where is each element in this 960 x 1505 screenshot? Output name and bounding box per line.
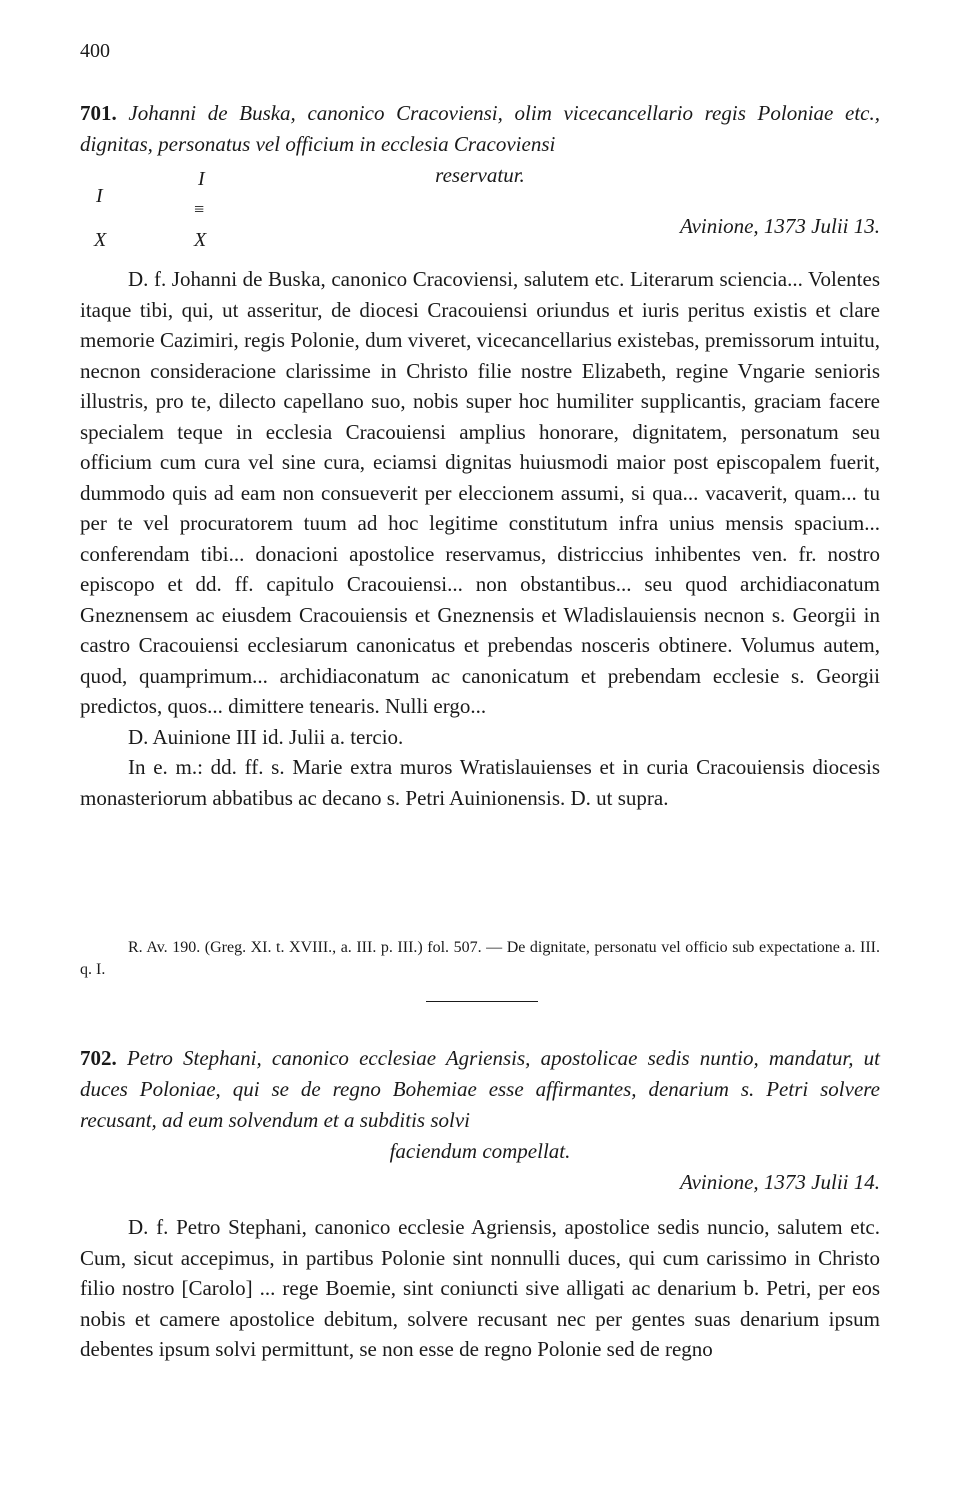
entry-702-body (80, 1212, 880, 1365)
entry-701-dateline: Avinione, 1373 Julii 13. (679, 214, 880, 238)
sigla-right-bottom: X (194, 229, 207, 251)
entry-separator (426, 1001, 538, 1002)
entry-701-heading-last-line: reservatur. (435, 163, 525, 187)
entry-702-heading (80, 1043, 880, 1167)
sigla-right-top: I (198, 168, 205, 190)
page-number: 400 (80, 40, 110, 62)
entry-701-body (80, 264, 880, 813)
entry-702-paragraph-1: D. f. Petro Stephani, canonico ecclesie Agriensis, apostolice sedis nuncio, salutem etc. Cum, sicut accepimus, in partibus Polonie sint nonnulli duces, qui cum carissimo in Christo filio nostro [Carolo] ... rege Boemie, sint coniuncti sive alligati ac denarium b. Petri, per eos nobis et camere apostolice debitum, solvere recusant nec per gentes suas denarium ipsum debentes ipsum solvi permittunt, se non esse de regno Polonie sed de regno (80, 1215, 880, 1361)
sigla-left-bottom: X (94, 229, 107, 251)
entry-702-heading-text: Petro Stephani, canonico ecclesiae Agriensis, apostolicae sedis nuntio, mandatur, ut duces Poloniae, qui se de regno Bohemiae esse affirmantes, denarium s. Petri solvere recusant, ad eum solvendum et a subditis solvi (80, 1046, 880, 1132)
entry-701-paragraph-1: D. f. Johanni de Buska, canonico Cracoviensi, salutem etc. Literarum sciencia... Volentes itaque tibi, qui, ut asseritur, de diocesi Cracouiensi oriundus et iuris peritus existis et clare memorie Cazimiri, regis Polonie, dum viveret, vicecancellarius existebas, premissorum intuitu, necnon consideracione clarissime in Christo filie nostre Elizabeth, regine Vngarie senioris illustris, pro te, dilecto capellano suo, nobis super hoc humiliter supplicantis, graciam facere specialem teque in ecclesia Cracouiensi amplius honorare, dignitatem, personatum seu officium cum cura vel sine cura, eciamsi dignitas huiusmodi maior post episcopalem fuerit, dummodo quis ad eam non consueverit per eleccionem assumi, si qua... vacaverit, quam... tu per te vel procuratorem tuum ad hoc legitime constitutum infra unius mensis spacium... conferendam tibi... donacioni apostolice reservamus, districcius inhibentes ven. fr. nostro episcopo et dd. ff. capitulo Cracouiensi... non obstantibus... seu quod archidiaconatum Gneznensem ac eiusdem Cracouiensis et Gneznensis et Wladislauiensis necnon s. Georgii in castro Cracouiensi ecclesiarum canonicatus et prebendas nosceris obtinere. Volumus autem, quod, quamprimum... archidiaconatum ac canonicatum et prebendam ecclesie s. Georgii predictos, quos... dimittere tenearis. Nulli ergo... (80, 267, 880, 718)
entry-701-footnote: R. Av. 190. (Greg. XI. t. XVIII., a. III. p. III.) fol. 507. — De dignitate, personatu vel officio sub expectatione a. III. q. I. (80, 939, 880, 978)
entry-701-paragraph-2: D. Auinione III id. Julii a. tercio. (128, 724, 404, 749)
entry-702-dateline: Avinione, 1373 Julii 14. (679, 1170, 880, 1194)
entry-701-number: 701. (80, 101, 117, 125)
entry-701-paragraph-3: In e. m.: dd. ff. s. Marie extra muros Wratislauienses et in curia Cracouiensis diocesis monasteriorum abbatibus ac decano s. Petri Auinionensis. D. ut supra. (80, 755, 880, 810)
sigla-left-top: I (96, 185, 103, 207)
sigla-right-mark: ≡ (194, 199, 205, 219)
entry-702-heading-last-line: faciendum compellat. (389, 1139, 571, 1163)
entry-701-heading-text: Johanni de Buska, canonico Cracoviensi, olim vicecancellario regis Poloniae etc., dignitas, personatus vel officium in ecclesia Cracoviensi (80, 101, 880, 156)
entry-702-number: 702. (80, 1046, 117, 1070)
entry-701-sigla (80, 168, 240, 265)
